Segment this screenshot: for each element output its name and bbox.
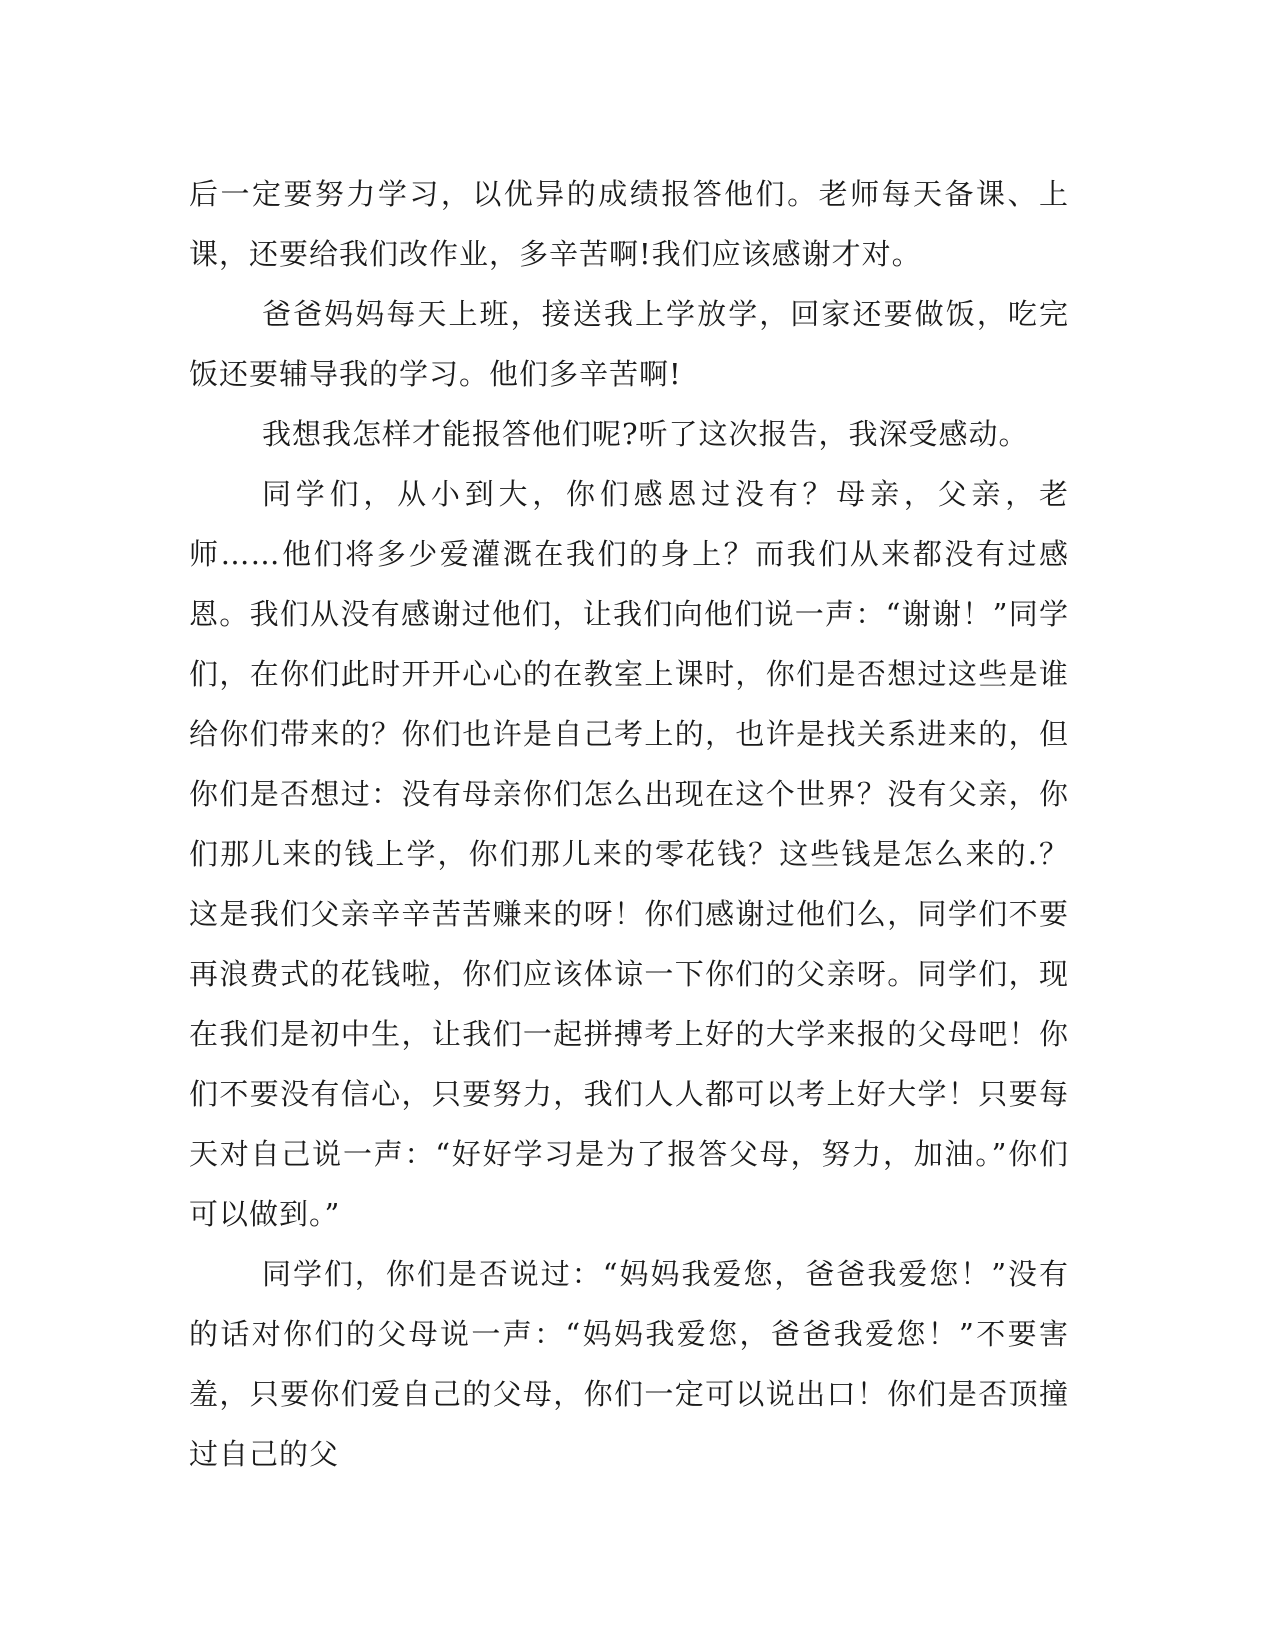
paragraph-reflection: 我想我怎样才能报答他们呢?听了这次报告，我深受感动。 [262,417,1029,451]
paragraph-gratitude: 同学们，从小到大，你们感恩过没有？母亲，父亲，老师……他们将多少爱灌溉在我们的身上？而我们从来都没有过感恩。我们从没有感谢过他们，让我们向他们说一声：“谢谢！”同学们，在你们此时开开心心的在教室上课时，你们是否想过这些是谁给你们带来的？你们也许是自己考上的，也许是找关系进来的，但你们是否想过：没有母亲你们怎么出现在这个世界？没有父亲，你们那儿来的钱上学，你们那儿来的零花钱？这些钱是怎么来的.？这是我们父亲辛辛苦苦赚来的呀！你们感谢过他们么，同学们不要再浪费式的花钱啦，你们应该体谅一下你们的父亲呀。同学们，现在我们是初中生，让我们一起拼搏考上好的大学来报的父母吧！你们不要没有信心，只要努力，我们人人都可以考上好大学！只要每天对自己说一声：“好好学习是为了报答父母，努力，加油。”你们可以做到。” [189,477,1069,1231]
paragraph-parents: 爸爸妈妈每天上班，接送我上学放学，回家还要做饭，吃完饭还要辅导我的学习。他们多辛苦啊! [189,297,1069,391]
paragraph-continuation: 后一定要努力学习，以优异的成绩报答他们。老师每天备课、上课，还要给我们改作业，多辛苦啊!我们应该感谢才对。 [189,177,1069,271]
body-text [189,164,1069,1484]
paragraph-love-parents: 同学们，你们是否说过：“妈妈我爱您，爸爸我爱您！”没有的话对你们的父母说一声：“妈妈我爱您，爸爸我爱您！”不要害羞，只要你们爱自己的父母，你们一定可以说出口！你们是否顶撞过自己的父 [189,1257,1069,1471]
